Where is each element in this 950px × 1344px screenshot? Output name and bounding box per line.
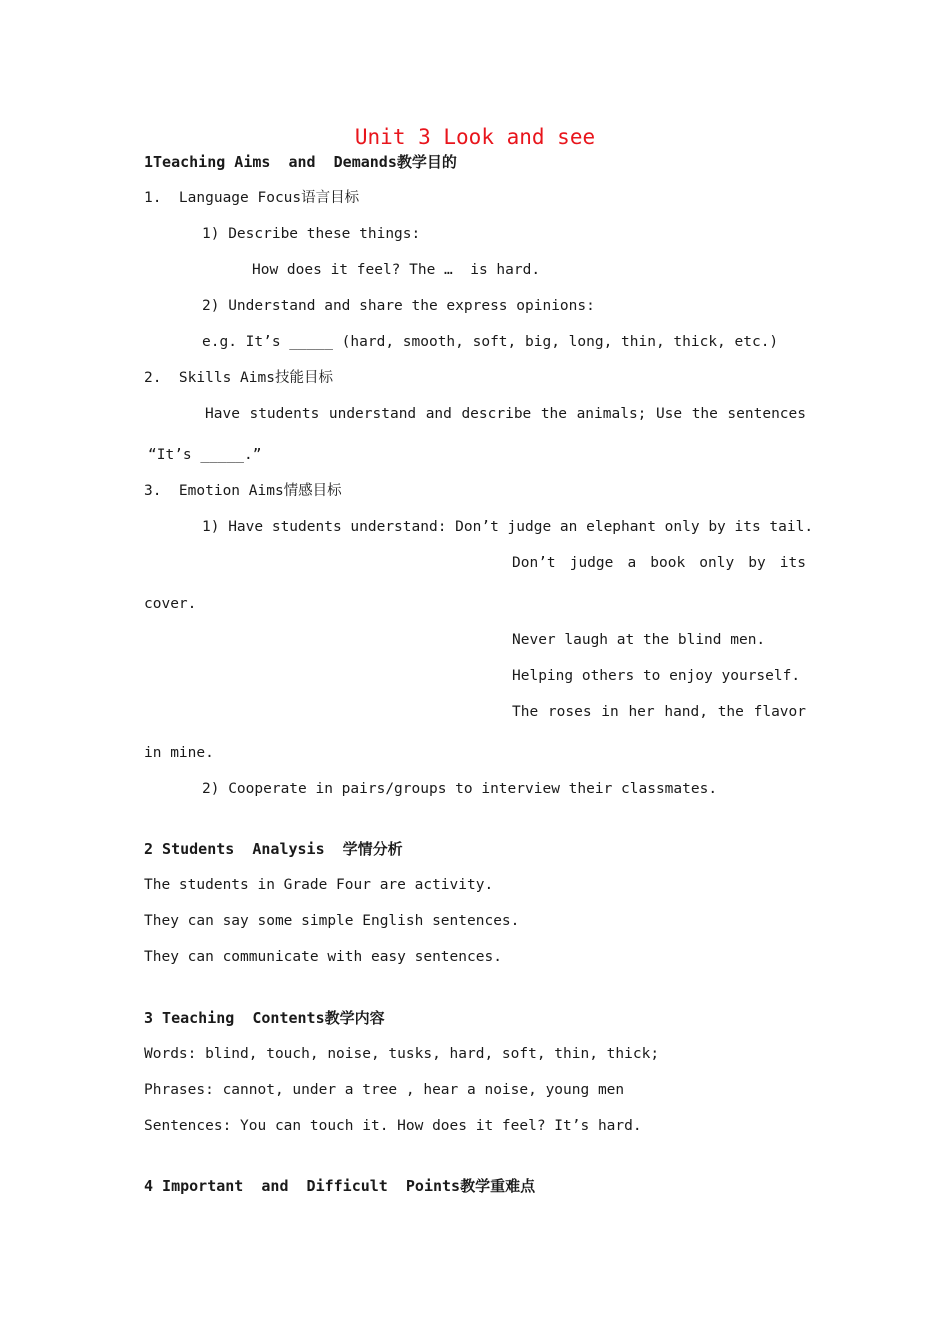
language-focus-item: 1. Language Focus语言目标 <box>144 190 360 206</box>
emotion-aim-blind: Never laugh at the blind men. <box>512 632 766 648</box>
skills-aims-item: 2. Skills Aims技能目标 <box>144 370 333 386</box>
skills-aims-text-cont: “It’s _____.” <box>148 447 262 463</box>
analysis-line: They can say some simple English sentences. <box>144 913 520 929</box>
emotion-aim-roses-cont: in mine. <box>144 745 214 761</box>
contents-words: Words: blind, touch, noise, tusks, hard, soft, thin, thick; <box>144 1046 660 1062</box>
document-title: Unit 3 Look and see <box>354 125 596 149</box>
opinions-item: 2) Understand and share the express opinions: <box>202 298 595 314</box>
describe-things-item: 1) Describe these things: <box>202 226 421 242</box>
opinions-example: e.g. It’s _____ (hard, smooth, soft, big, long, thin, thick, etc.) <box>202 334 779 350</box>
analysis-line: They can communicate with easy sentences. <box>144 949 502 965</box>
emotion-aim-roses: The roses in her hand, the flavor <box>512 704 806 720</box>
emotion-aims-item: 3. Emotion Aims情感目标 <box>144 483 342 499</box>
emotion-aim-helping: Helping others to enjoy yourself. <box>512 668 801 684</box>
emotion-aim-book-cont: cover. <box>144 596 197 612</box>
contents-sentences: Sentences: You can touch it. How does it feel? It’s hard. <box>144 1118 642 1134</box>
section-3-heading: 3 Teaching Contents教学内容 <box>144 1009 385 1027</box>
section-2-heading: 2 Students Analysis 学情分析 <box>144 840 403 858</box>
analysis-line: The students in Grade Four are activity. <box>144 877 494 893</box>
contents-phrases: Phrases: cannot, under a tree , hear a noise, young men <box>144 1082 625 1098</box>
describe-example: How does it feel? The … is hard. <box>252 262 541 278</box>
emotion-aim-book: Don’t judge a book only by its <box>512 555 806 571</box>
section-1-heading: 1Teaching Aims and Demands教学目的 <box>144 153 457 171</box>
emotion-aim-2: 2) Cooperate in pairs/groups to interview their classmates. <box>202 781 718 797</box>
skills-aims-text: Have students understand and describe the animals; Use the sentences <box>205 406 806 422</box>
section-4-heading: 4 Important and Difficult Points教学重难点 <box>144 1177 536 1195</box>
emotion-aim-1: 1) Have students understand: Don’t judge an elephant only by its tail. <box>202 519 814 535</box>
